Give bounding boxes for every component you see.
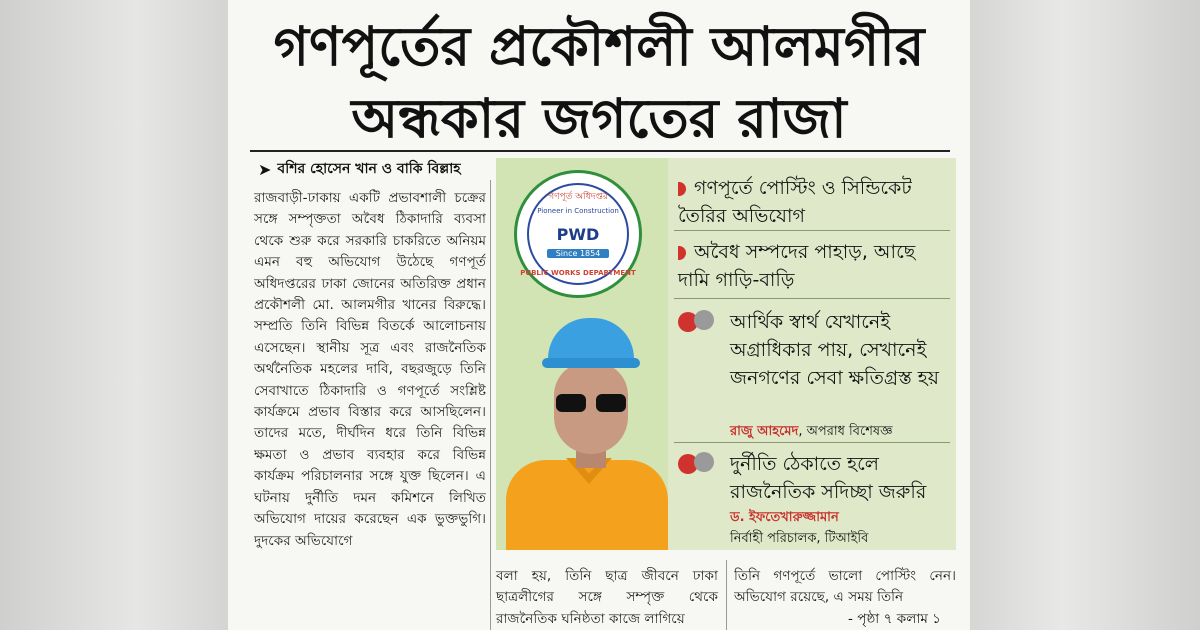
byline: [258, 157, 461, 181]
background-right: [970, 0, 1200, 630]
highlight-divider: [674, 230, 950, 231]
quote-name: ড. ইফতেখারুজ্জামান: [730, 510, 839, 525]
headline-line-2: অন্ধকার জগতের রাজা: [351, 87, 847, 150]
highlight-divider: [674, 298, 950, 299]
highlight-item: [678, 174, 948, 230]
quote-text: দুর্নীতি ঠেকাতে হলে রাজনৈতিক সদিচ্ছা জরুরি: [730, 453, 927, 503]
headline-rule: [250, 150, 950, 152]
logo-abbr: PWD: [556, 225, 600, 244]
headline-line-1: গণপূর্তের প্রকৌশলী আলমগীর: [273, 15, 925, 78]
bullet-marker-icon: [678, 246, 686, 260]
highlight-text: গণপূর্তে পোস্টিং ও সিন্ডিকেট তৈরির অভিযোগ: [678, 177, 912, 227]
logo-since: Since 1854: [547, 249, 609, 258]
speech-bubbles-icon: [678, 454, 718, 478]
page-continuation: - পৃষ্ঠা ৭ কলাম ১: [848, 611, 942, 627]
logo-arc-text: Pioneer in Construction: [537, 207, 619, 215]
article-column-1: [254, 188, 486, 630]
article-text-1: রাজবাড়ী-ঢাকায় একটি প্রভাবশালী চক্রের সঙ্গে সম্পৃক্ততা অবৈধ ঠিকাদারি ব্যবসা থেকে শুরু করে সরকারি চাকরিতে অনিয়ম এমন বহু অভিযোগ উঠেছে গণপূর্ত অধিদপ্তরের ঢাকা জোনের অতিরিক্ত প্রধান প্রকৌশলী মো. আলমগীর খানের বিরুদ্ধে। সম্প্রতি তিনি বিভিন্ন বিতর্কে আলোচনায় এসেছেন। স্থানীয় সূত্র এবং রাজনৈতিক অর্থনৈতিক মহলের দাবি, বছরজুড়ে তিনি সেবাখাতে ঠিকাদারি ও গণপূর্তে সংশ্লিষ্ট কার্যক্রমে প্রভাব বিস্তার করে আসছিলেন। তাদের মতে, দীর্ঘদিন ধরে তিনি বিভিন্ন ক্ষমতা ও প্রভাব ব্যবহার করে বিভিন্ন কার্যক্রম পরিচালনার সঙ্গে যুক্ত ছিলেন। এ ঘটনায় দুর্নীতি দমন কমিশনে লিখিত অভিযোগ দায়ের করেছেন এক ভুক্তভুগি। দুদকের অভিযোগে: [254, 190, 486, 549]
byline-authors: বশির হোসেন খান ও বাকি বিল্লাহ: [277, 161, 461, 177]
highlight-item: [678, 238, 948, 294]
logo-bottom-text: PUBLIC WORKS DEPARTMENT: [520, 269, 636, 277]
article-text-2: বলা হয়, তিনি ছাত্র জীবনে ঢাকা ছাত্রলীগের সঙ্গে সম্পৃক্ত থেকে রাজনৈতিক ঘনিষ্ঠতা কাজে লাগিয়ে: [496, 568, 718, 627]
article-column-2: [496, 566, 718, 630]
quote-attribution: [730, 508, 868, 550]
quote-text: আর্থিক স্বার্থ যেখানেই অগ্রাধিকার পায়, সেখানেই জনগণের সেবা ক্ষতিগ্রস্ত হয়: [730, 311, 939, 389]
pwd-logo: [514, 170, 642, 298]
background-left: [0, 0, 228, 630]
quote-role: , অপরাধ বিশেষজ্ঞ: [798, 424, 893, 439]
highlight-text: অবৈধ সম্পদের পাহাড়, আছে দামি গাড়ি-বাড়ি: [678, 241, 916, 291]
photo-area: [496, 158, 668, 550]
article-column-3: [734, 566, 956, 608]
quote-name: রাজু আহমেদ: [730, 424, 799, 439]
bullet-marker-icon: [678, 182, 686, 196]
newspaper-page: [228, 0, 970, 630]
column-divider: [490, 180, 491, 630]
article-text-3: তিনি গণপূর্তে ভালো পোস্টিং নেন। অভিযোগ রয়েছে, এ সময় তিনি: [734, 568, 956, 606]
logo-top-text: গণপূর্ত অধিদপ্তর: [548, 192, 608, 202]
sunglasses: [556, 394, 626, 412]
arrow-right-icon: ➤: [258, 159, 272, 179]
speech-bubbles-icon: [678, 312, 718, 336]
quote-attribution: [730, 422, 893, 443]
highlights-column: [668, 158, 956, 550]
highlight-panel: [496, 158, 956, 550]
highlight-divider: [674, 442, 950, 443]
column-divider: [726, 560, 727, 630]
person-photo: [506, 318, 668, 550]
cap-brim: [542, 358, 640, 368]
quote-role: নির্বাহী পরিচালক, টিআইবি: [730, 531, 869, 546]
